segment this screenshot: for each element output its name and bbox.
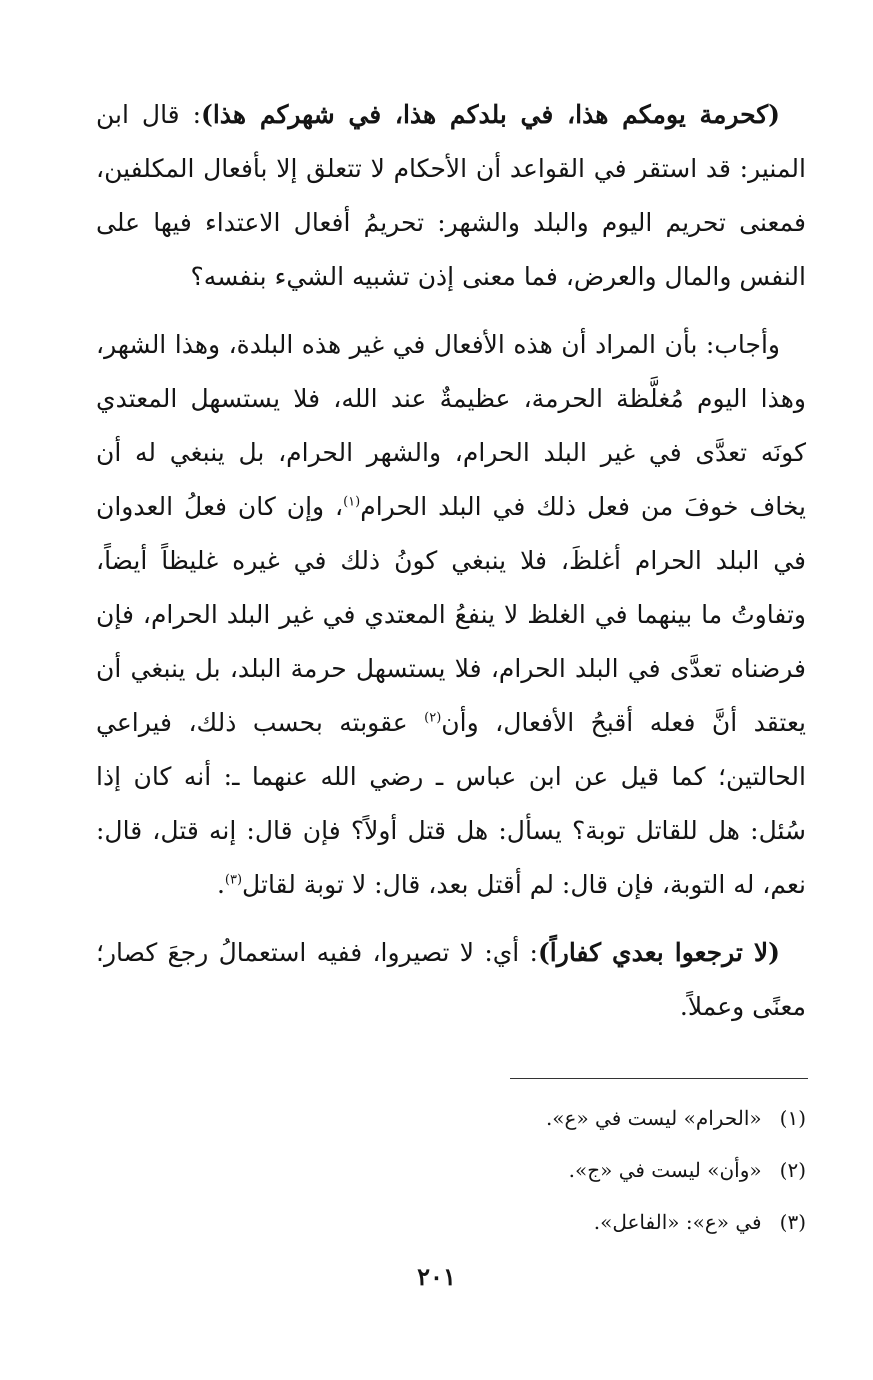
footnote-2	[96, 1144, 806, 1196]
paragraph-3	[96, 926, 806, 1034]
paragraph-2-part-2: ، وإن كان فعلُ العدوان في البلد الحرام أغلظَ، فلا ينبغي كونُ ذلك في غيره غليظاً أيضاً، وتفاوتُ ما بينهما في الغلظ لا ينفعُ المعتدي في غير البلد الحرام، فإن فرضناه تعدَّى في البلد الحرام، فلا يستسهل حرمة البلد، بل ينبغي أن يعتقد أنَّ فعله أقبحُ الأفعال، وأن	[96, 492, 806, 737]
footnote-1	[96, 1092, 806, 1144]
paragraph-1	[96, 88, 806, 304]
footnote-3-text: في «ع»: «الفاعل».	[593, 1210, 762, 1234]
page-body	[96, 88, 806, 1048]
footnote-3	[96, 1196, 806, 1248]
page-number: ٢٠١	[417, 1262, 456, 1291]
footnote-ref-1: (١)	[343, 494, 361, 510]
paragraph-1-text: : قال ابن المنير: قد استقر في القواعد أن الأحكام لا تتعلق إلا بأفعال المكلفين، فمعنى تحريم اليوم والبلد والشهر: تحريمُ أفعال الاعتداء فيها على النفس والمال والعرض، فما معنى إذن تشبيه الشيء بنفسه؟	[96, 100, 806, 291]
footnote-2-text: «وأن» ليست في «ج».	[568, 1158, 762, 1182]
footnote-3-number: (٣)	[779, 1210, 806, 1234]
paragraph-2-part-4: .	[216, 870, 225, 899]
footnote-ref-3: (٣)	[224, 872, 243, 888]
footnote-separator	[510, 1078, 808, 1079]
footnotes	[96, 1092, 806, 1248]
paragraph-2	[96, 318, 806, 912]
hadith-quote-2: (لا ترجعوا بعدي كفاراً)	[537, 938, 781, 967]
footnote-1-number: (١)	[779, 1106, 806, 1130]
paragraph-2-part-1: وأجاب: بأن المراد أن هذه الأفعال في غير هذه البلدة، وهذا الشهر، وهذا اليوم مُغلَّظة الحرمة، عظيمةٌ عند الله، فلا يستسهل المعتدي كونَه تعدَّى في غير البلد الحرام، والشهر الحرام، بل ينبغي له أن يخاف خوفَ من فعل ذلك في البلد الحرام	[96, 330, 806, 521]
hadith-quote-1: (كحرمة يومكم هذا، في بلدكم هذا، في شهركم هذا)	[201, 100, 781, 129]
footnote-2-number: (٢)	[779, 1158, 806, 1182]
paragraph-2-part-3: عقوبته بحسب ذلك، فيراعي الحالتين؛ كما قيل عن ابن عباس ـ رضي الله عنهما ـ: أنه كان إذا سُئل: هل للقاتل توبة؟ يسأل: هل قتل أولاً؟ فإن قال: إنه قتل، قال: نعم، له التوبة، فإن قال: لم أقتل بعد، قال: لا توبة لقاتل	[96, 708, 806, 899]
footnote-ref-2: (٢)	[424, 710, 442, 726]
footnote-1-text: «الحرام» ليست في «ع».	[545, 1106, 762, 1130]
paragraph-3-text: : أي: لا تصيروا، ففيه استعمالُ رجعَ كصار؛ معنًى وعملاً.	[96, 938, 806, 1021]
